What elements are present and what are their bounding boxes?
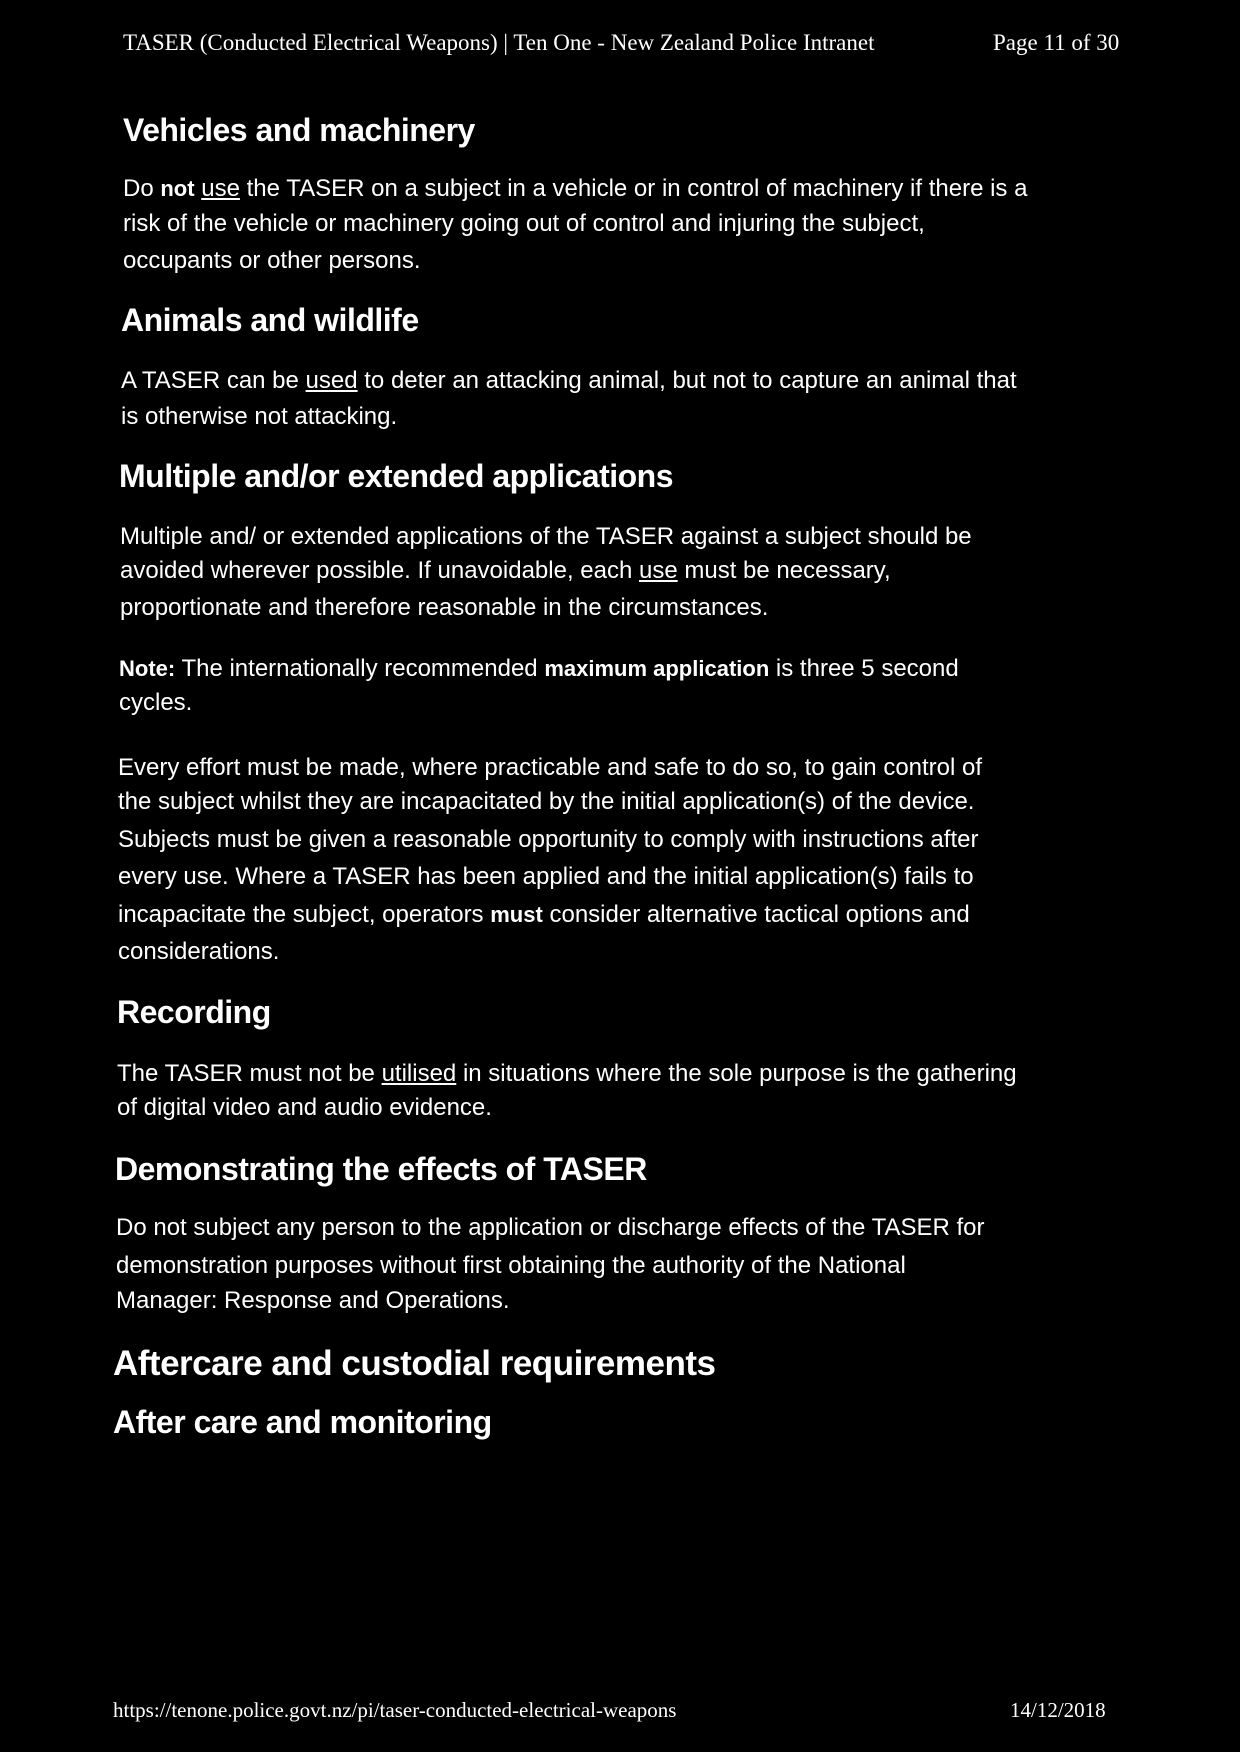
glossary-link[interactable]: use	[639, 557, 678, 584]
text-run: to deter an attacking animal, but not to capture an animal that	[357, 367, 1017, 394]
section-heading: After care and monitoring	[113, 1404, 492, 1440]
emphasis-text: maximum application	[544, 656, 770, 681]
text-run: the subject whilst they are incapacitated by the initial application(s) of the device.	[118, 788, 975, 815]
text-run: proportionate and therefore reasonable in the circumstances.	[120, 594, 769, 621]
section-heading: Animals and wildlife	[121, 302, 419, 338]
page-number: Page 11 of 30	[993, 30, 1120, 55]
text-run: Do not subject any person to the application or discharge effects of the TASER for	[116, 1214, 985, 1241]
paragraph-line	[120, 594, 768, 622]
text-run: Every effort must be made, where practicable and safe to do so, to gain control of	[118, 754, 983, 781]
text-run: incapacitate the subject, operators	[118, 901, 491, 928]
emphasis-text: Note:	[119, 656, 176, 681]
text-run: risk of the vehicle or machinery going out of control and injuring the subject,	[123, 210, 925, 237]
paragraph-line	[116, 1214, 985, 1242]
text-run: in situations where the sole purpose is the gathering	[456, 1060, 1017, 1087]
paragraph-line	[123, 247, 421, 275]
paragraph-line	[118, 788, 974, 816]
section-heading: Aftercare and custodial requirements	[113, 1344, 716, 1383]
running-header-title: TASER (Conducted Electrical Weapons) | Ten One - New Zealand Police Intranet	[123, 30, 875, 55]
paragraph-line	[120, 523, 972, 551]
section-heading: Vehicles and machinery	[123, 112, 475, 148]
text-run: the TASER on a subject in a vehicle or in control of machinery if there is a	[239, 175, 1028, 202]
paragraph-line	[118, 826, 978, 854]
paragraph-line	[119, 689, 192, 717]
paragraph-line	[117, 1094, 492, 1122]
section-heading: Multiple and/or extended applications	[119, 458, 674, 494]
text-run: of digital video and audio evidence.	[117, 1094, 492, 1121]
paragraph-line	[118, 938, 279, 966]
text-run: must be necessary,	[677, 557, 891, 584]
paragraph-line	[123, 175, 1027, 203]
glossary-link[interactable]: used	[305, 367, 358, 394]
paragraph-line	[121, 367, 1017, 395]
section-heading: Recording	[117, 994, 271, 1030]
paragraph-line	[121, 403, 397, 431]
text-run: Multiple and/ or extended applications of the TASER against a subject should be	[120, 523, 972, 550]
text-run: considerations.	[118, 938, 280, 965]
emphasis-text: must	[490, 902, 543, 927]
text-run: The TASER must not be	[117, 1060, 382, 1087]
paragraph-line	[117, 1060, 1017, 1088]
paragraph-line	[116, 1287, 510, 1315]
text-run: The internationally recommended	[175, 655, 545, 682]
text-run: occupants or other persons.	[123, 247, 421, 274]
text-run: cycles.	[119, 689, 193, 716]
footer-date: 14/12/2018	[1010, 1698, 1106, 1722]
footer-url: https://tenone.police.govt.nz/pi/taser-conducted-electrical-weapons	[113, 1698, 677, 1722]
text-run: consider alternative tactical options and	[542, 901, 970, 928]
emphasis-text: not	[160, 176, 195, 201]
text-run: is otherwise not attacking.	[121, 403, 398, 430]
paragraph-line	[116, 1252, 906, 1280]
glossary-link[interactable]: use	[201, 175, 240, 202]
text-run: every use. Where a TASER has been applied and the initial application(s) fails to	[118, 863, 974, 890]
text-run: Manager: Response and Operations.	[116, 1287, 510, 1314]
text-run: Do	[123, 175, 161, 202]
section-heading: Demonstrating the effects of TASER	[115, 1151, 647, 1187]
text-run: Subjects must be given a reasonable opportunity to comply with instructions after	[118, 826, 979, 853]
paragraph-line	[118, 901, 970, 929]
text-run: avoided wherever possible. If unavoidable, each	[120, 557, 639, 584]
paragraph-line	[119, 655, 959, 683]
paragraph-line	[123, 210, 925, 238]
text-run: A TASER can be	[121, 367, 306, 394]
paragraph-line	[118, 754, 982, 782]
glossary-link[interactable]: utilised	[381, 1060, 457, 1087]
text-run: is three 5 second	[769, 655, 959, 682]
paragraph-line	[118, 863, 974, 891]
text-run: demonstration purposes without first obtaining the authority of the National	[116, 1252, 906, 1279]
paragraph-line	[120, 557, 891, 585]
